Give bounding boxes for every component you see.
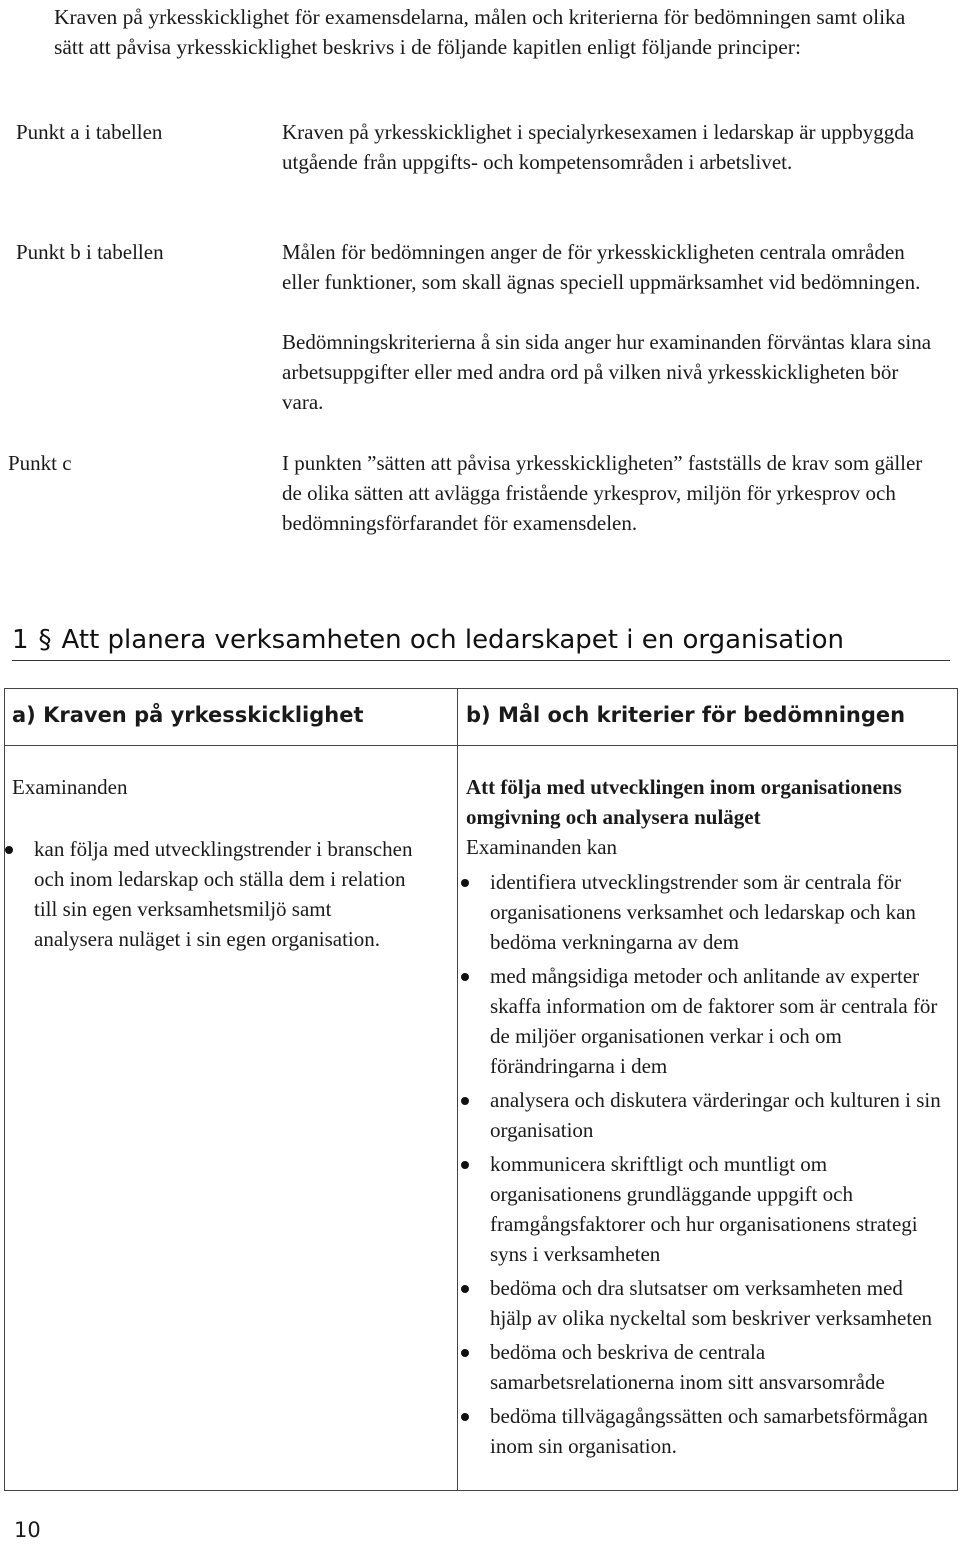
list-item: identifiera utvecklingstrender som är centrala för organisationens verksamhet och ledarskap och kan bedöma verkningarna av dem	[460, 867, 946, 957]
list-item: bedöma och beskriva de centrala samarbetsrelationerna inom sitt ansvarsområde	[460, 1337, 946, 1397]
column-b-header: b) Mål och kriterier för bedömningen	[466, 703, 906, 727]
column-a-subject: Examinanden	[12, 775, 128, 799]
list-item: med mångsidiga metoder och anlitande av experter skaffa information om de faktorer som är centrala för de miljöer organisationen verkar i och om förändringarna i dem	[460, 961, 946, 1081]
column-a-header: a) Kraven på yrkesskicklighet	[12, 703, 364, 727]
list-item: kan följa med utvecklingstrender i branschen och inom ledarskap och ställa dem i relation till sin egen verksamhetsmiljö samt analysera nuläget i sin egen organisation.	[4, 834, 414, 954]
principle-a-label: Punkt a i tabellen	[16, 120, 163, 144]
principle-b-label: Punkt b i tabellen	[16, 240, 164, 264]
section-symbol: §	[38, 625, 52, 655]
list-item: kommunicera skriftligt och muntligt om organisationens grundläggande uppgift och framgångsfaktorer och hur organisationens strategi syns i verksamheten	[460, 1149, 946, 1269]
section-title: Att planera verksamheten och ledarskapet i en organisation	[61, 625, 845, 655]
list-item: bedöma tillvägagångssätten och samarbetsförmågan inom sin organisation.	[460, 1401, 946, 1461]
section-number: 1	[12, 625, 29, 655]
principle-b-criteria-text: Bedömningskriterierna å sin sida anger hur examinanden förväntas klara sina arbetsuppgifter eller med andra ord på vilken nivå yrkesskickligheten bör vara.	[282, 330, 932, 414]
table-column-divider	[457, 689, 458, 1490]
principle-b-goals-text: Målen för bedömningen anger de för yrkesskickligheten centrala områden eller funktioner, som skall ägnas speciell uppmärksamhet vid bedömningen.	[282, 240, 921, 294]
list-item: analysera och diskutera värderingar och kulturen i sin organisation	[460, 1085, 946, 1145]
page-number: 10	[14, 1518, 41, 1542]
list-item: bedöma och dra slutsatser om verksamheten med hjälp av olika nyckeltal som beskriver verksamheten	[460, 1273, 946, 1333]
table-header-divider	[5, 745, 957, 746]
column-b-goal: Att följa med utvecklingen inom organisationens omgivning och analysera nuläget	[466, 775, 902, 829]
principle-c-text: I punkten ”sätten att påvisa yrkesskickligheten” fastställs de krav som gäller de olika sätten att avlägga fristående yrkesprov, miljön för yrkesprov och bedömningsförfarandet för examensdelen.	[282, 451, 923, 535]
principle-c-label: Punkt c	[8, 451, 72, 475]
principle-a-text: Kraven på yrkesskicklighet i specialyrkesexamen i ledarskap är uppbyggda utgående från uppgifts- och kompetensområden i arbetslivet.	[282, 120, 915, 174]
intro-paragraph: Kraven på yrkesskicklighet för examensdelarna, målen och kriterierna för bedömningen samt olika sätt att påvisa yrkesskicklighet beskrivs i de följande kapitlen enligt följande principer:	[54, 5, 906, 59]
column-a-list	[4, 834, 414, 954]
column-b-subject: Examinanden kan	[466, 835, 618, 859]
column-b-list	[460, 867, 946, 1465]
section-heading	[12, 622, 950, 661]
